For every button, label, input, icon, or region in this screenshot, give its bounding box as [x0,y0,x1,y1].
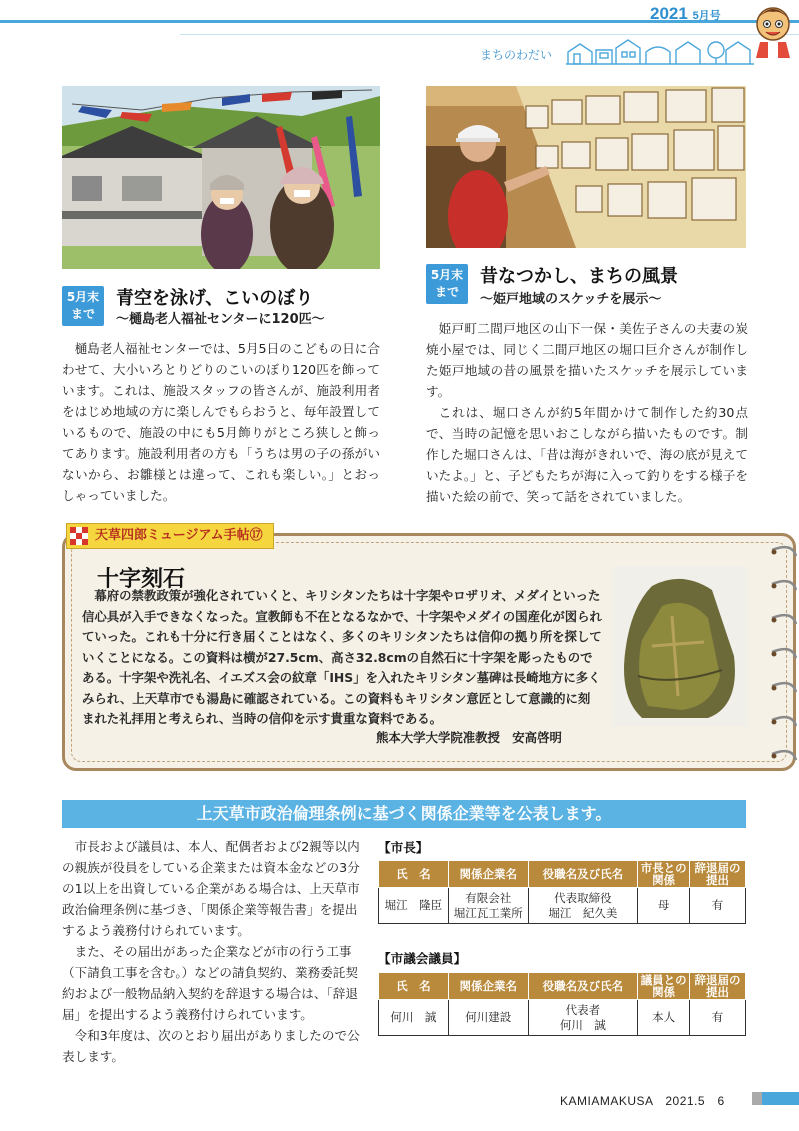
col-withdrawal: 辞退届の提出 [690,861,746,888]
col-relation: 市長との関係 [638,861,690,888]
issue-year: 2021 [650,4,688,23]
article2-body [426,318,748,507]
cell-relation: 母 [638,888,690,924]
badge-line1: 5月末 [66,290,100,304]
ordinance-heading: 上天草市政治倫理条例に基づく関係企業等を公表します。 [62,800,746,828]
sketch-exhibit-photo [426,86,746,248]
article1-title: 青空を泳げ、こいのぼり [116,288,314,309]
cross-stone-photo [612,566,748,726]
article2-badge [426,264,468,304]
cell-name: 何川 誠 [379,1000,449,1036]
col-role: 役職名及び氏名 [528,861,638,888]
issue-month: 5月号 [692,10,721,22]
article2-title: 昔なつかし、まちの風景 [480,266,678,287]
cell-name: 堀江 隆臣 [379,888,449,924]
ordinance-paragraph3: 令和3年度は、次のとおり届出がありましたので公表します。 [62,1028,360,1064]
article1-badge [62,286,104,326]
notebook-rings [770,536,799,772]
table-row [379,888,746,924]
article1-subtitle: ～樋島老人福祉センターに120匹～ [116,312,325,327]
cell-role [528,1000,638,1036]
col-name: 氏 名 [379,861,449,888]
article1-body [62,338,380,506]
table-header-row [379,973,746,1000]
article2-paragraph2: これは、堀口さんが約5年間かけて制作した約30点で、当時の記憶を思いおこしながら描いたものです。制作した堀口さんは、「昔は海がきれいで、海の底が見えていたよ。」と、子どもたちが海に入って釣りをする様子を描いた絵の前で、笑って話をされていました。 [426,405,748,504]
section-label: まちのわだい [480,48,553,62]
koinobori-photo [62,86,380,269]
cell-role [528,888,638,924]
cell-company: 何川建設 [448,1000,528,1036]
article2-paragraph1: 姫戸町二間戸地区の山下一保・美佐子さんの夫妻の炭焼小屋では、同じく二間戸地区の堀口巨介さんが制作した姫戸地域の昔の風景を描いたスケッチを展示しています。 [426,321,748,399]
article1-paragraph: 樋島老人福祉センターでは、5月5日のこどもの日に合わせて、大小いろとりどりのこいのぼり120匹を飾っています。これは、施設スタッフの皆さんが、施設利用者をはじめ地域の方に楽しんでもらおうと、毎年設置しているもので、施設の中にも5月飾りがところ狭しと飾ってあります。施設利用者の方も「うちは男の子の孫がいないから、お雛様とは違って、これも楽しい。」とおっしゃっていました。 [62,341,380,503]
col-relation: 議員との関係 [638,973,690,1000]
footer-grey-bar [752,1092,762,1105]
mascot-icon [748,0,798,58]
mayor-disclosure-table [378,860,746,924]
badge-line1: 5月末 [430,268,464,282]
badge-line2: まで [70,307,95,321]
col-withdrawal: 辞退届の提出 [690,973,746,1000]
cell-withdrawal: 有 [690,1000,746,1036]
role-line2: 何川 誠 [559,1017,606,1032]
ordinance-paragraph1: 市長および議員は、本人、配偶者および2親等以内の親族が役員をしている企業または資本金などの3分の1以上を出資している企業がある場合は、上天草市政治倫理条例に基づき、「関係企業等報告書」を提出するよう義務付けられています。 [62,839,360,938]
col-role: 役職名及び氏名 [528,973,638,1000]
role-line1: 代表者 [565,1002,601,1017]
council-disclosure-table [378,972,746,1036]
houses-icon [566,36,754,66]
badge-line2: まで [434,285,459,299]
ordinance-body [62,836,362,1067]
table-header-row [379,861,746,888]
company-line1: 有限会社 [465,890,512,905]
cell-company [448,888,528,924]
museum-tab: 天草四郎ミュージアム手帖⑰ [66,523,274,549]
cell-withdrawal: 有 [690,888,746,924]
header-subrule [180,34,799,35]
issue-label [650,4,721,24]
museum-paragraph: 幕府の禁教政策が強化されていくと、キリシタンたちは十字架やロザリオ、メダイといった信心具が入手できなくなった。宣教師も不在となるなかで、十字架やメダイの国産化が図られていった。これも十分に行き届くことはなく、多くのキリシタンたちは信仰の拠り所を探していくことになる。この資料は横が27.5cm、高さ32.8cmの自然石に十字架を彫ったものである。十字架や洗礼名、イエズス会の紋章「IHS」を入れたキリシタン墓碑は長崎地方に多くみられ、上天草市でも湯島に確認されている。この資料もキリシタン意匠として意識的に刻まれた礼拝用と考えられ、当時の信仰を示す貴重な資料である。 [82,588,602,726]
table-row [379,1000,746,1036]
museum-author: 熊本大学大学院准教授 安高啓明 [376,730,562,745]
role-line1: 代表取締役 [554,890,612,905]
ordinance-paragraph2: また、その届出があった企業などが市の行う工事（下請負工事を含む。）などの請負契約、業務委託契約および一般物品納入契約を辞退する場合は、「辞退届」を提出するよう義務付けられています。 [62,944,358,1022]
role-line2: 堀江 紀久美 [548,905,618,920]
col-company: 関係企業名 [448,973,528,1000]
mayor-table-label: 【市長】 [378,840,429,855]
museum-title: 十字刻石 [97,566,186,592]
council-table-label: 【市議会議員】 [378,951,467,966]
museum-body [82,586,602,730]
company-line2: 堀江瓦工業所 [453,905,523,920]
col-company: 関係企業名 [448,861,528,888]
page-footer: KAMIAMAKUSA 2021.5 6 [560,1094,725,1108]
article2-subtitle: ～姫戸地域のスケッチを展示～ [480,292,662,307]
cell-relation: 本人 [638,1000,690,1036]
col-name: 氏 名 [379,973,449,1000]
checker-icon [70,527,88,545]
